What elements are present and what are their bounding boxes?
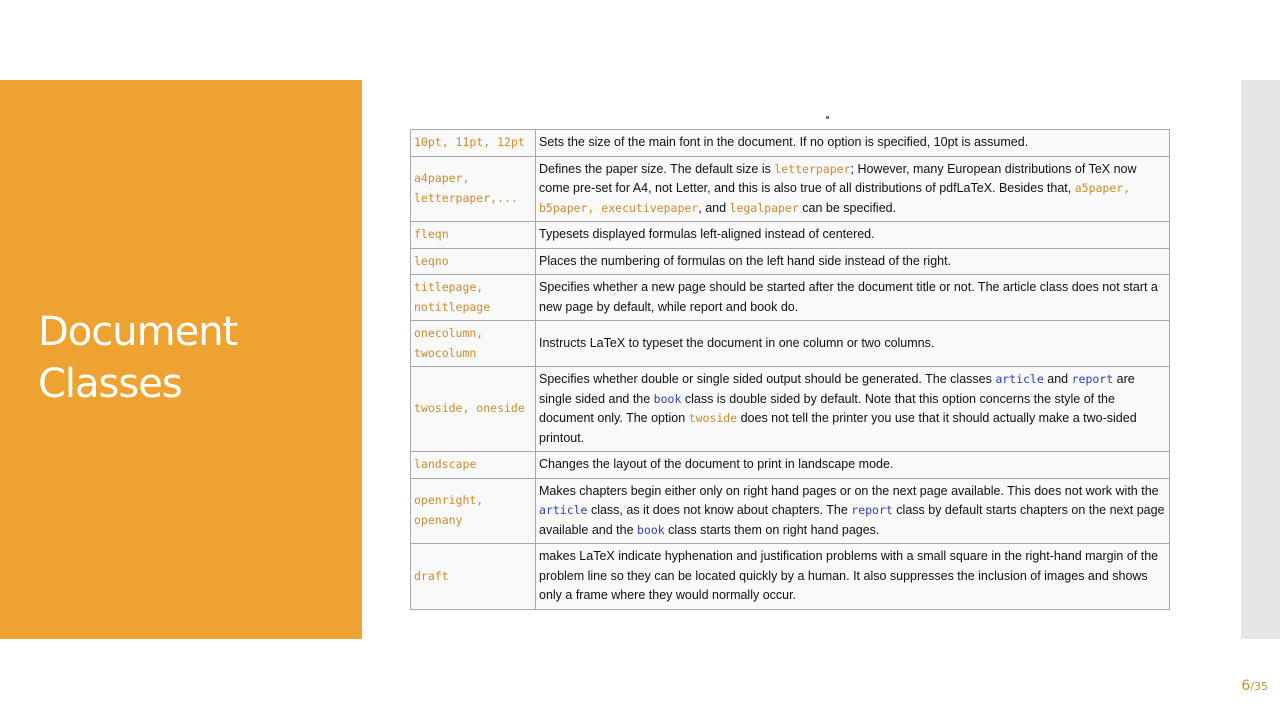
table-row — [411, 321, 1170, 367]
code-keyword: letterpaper — [774, 161, 851, 176]
description-text: Instructs LaTeX to typeset the document in one column or two columns. — [539, 335, 935, 350]
table-row — [411, 275, 1170, 321]
option-description-cell — [536, 222, 1170, 249]
table-row — [411, 130, 1170, 157]
option-name-cell: landscape — [411, 452, 536, 479]
option-name-cell: a4paper, letterpaper,... — [411, 156, 536, 222]
description-text: Defines the paper size. The default size is — [539, 161, 775, 176]
description-text: class, as it does not know about chapters. The — [587, 503, 852, 517]
table-row — [411, 478, 1170, 544]
description-text: class is double sided by default. Note that this option concerns the style of the document only. The option — [539, 391, 1115, 425]
option-name-cell: fleqn — [411, 222, 536, 249]
description-text: Changes the layout of the document to print in landscape mode. — [539, 457, 894, 471]
description-text: ; However, many European distributions of TeX now come pre-set for A4, not Letter, and this is also true of all distributions of pdfLaTeX. Besides that, — [539, 161, 1137, 195]
option-description-cell — [536, 275, 1170, 321]
right-side-strip — [1241, 80, 1280, 639]
description-text: Sets the size of the main font in the document. If no option is specified, 10pt is assumed. — [539, 135, 1029, 149]
description-text: are single sided and the — [539, 372, 1135, 406]
page-number: 6/35 — [1241, 678, 1268, 694]
description-text: class by default starts chapters on the next page available and the — [539, 503, 1165, 537]
option-description-cell — [536, 452, 1170, 479]
option-description-cell — [536, 156, 1170, 222]
option-description-cell — [536, 248, 1170, 275]
description-text: can be specified. — [798, 200, 897, 215]
option-description-cell — [536, 367, 1170, 452]
description-text: does not tell the printer you use that it should actually make a two-sided printout. — [539, 411, 1137, 445]
page-current: 6 — [1241, 678, 1251, 694]
option-name-cell: draft — [411, 544, 536, 610]
slide-title: Document Classes — [38, 309, 238, 407]
document-class-options-table — [410, 129, 1170, 610]
option-name-cell: titlepage, notitlepage — [411, 275, 536, 321]
description-text: Makes chapters begin either only on right hand pages or on the next page available. This does not work with the — [539, 483, 1159, 498]
stray-mark — [826, 116, 829, 119]
code-keyword: book — [637, 522, 665, 537]
table-row — [411, 367, 1170, 452]
option-name-cell: onecolumn, twocolumn — [411, 321, 536, 367]
code-keyword: report — [1071, 372, 1114, 386]
code-keyword: article — [995, 372, 1044, 386]
option-description-cell — [536, 478, 1170, 544]
code-keyword: book — [653, 391, 682, 406]
code-keyword: twoside — [688, 411, 738, 425]
code-keyword: a5paper, b5paper, executivepaper — [539, 181, 1131, 215]
option-name-cell: twoside, oneside — [411, 367, 536, 452]
description-text: Specifies whether double or single sided output should be generated. The classes — [539, 372, 996, 386]
table-row — [411, 156, 1170, 222]
description-text: and — [1043, 372, 1072, 386]
option-description-cell — [536, 130, 1170, 157]
description-text: Places the numbering of formulas on the left hand side instead of the right. — [539, 253, 952, 268]
option-name-cell: 10pt, 11pt, 12pt — [411, 130, 536, 157]
code-keyword: article — [539, 503, 588, 517]
option-name-cell: leqno — [411, 248, 536, 275]
table-row — [411, 222, 1170, 249]
table-row — [411, 248, 1170, 275]
description-text: Specifies whether a new page should be started after the document title or not. The article class does not start a new page by default, while report and book do. — [539, 280, 1158, 314]
option-description-cell — [536, 544, 1170, 610]
option-name-cell: openright, openany — [411, 478, 536, 544]
description-text: class starts them on right hand pages. — [664, 522, 880, 537]
code-keyword: report — [851, 503, 893, 517]
page-total: 35 — [1254, 680, 1268, 693]
code-keyword: legalpaper — [729, 200, 799, 215]
option-description-cell — [536, 321, 1170, 367]
table-row — [411, 544, 1170, 610]
table-row — [411, 452, 1170, 479]
description-text: makes LaTeX indicate hyphenation and justification problems with a small square in the right-hand margin of the problem line so they can be located quickly by a human. It also suppresses the inclusion of images and shows only a frame where they would normally occur. — [539, 549, 1159, 602]
description-text: Typesets displayed formulas left-aligned instead of centered. — [539, 227, 875, 241]
description-text: , and — [698, 200, 730, 215]
